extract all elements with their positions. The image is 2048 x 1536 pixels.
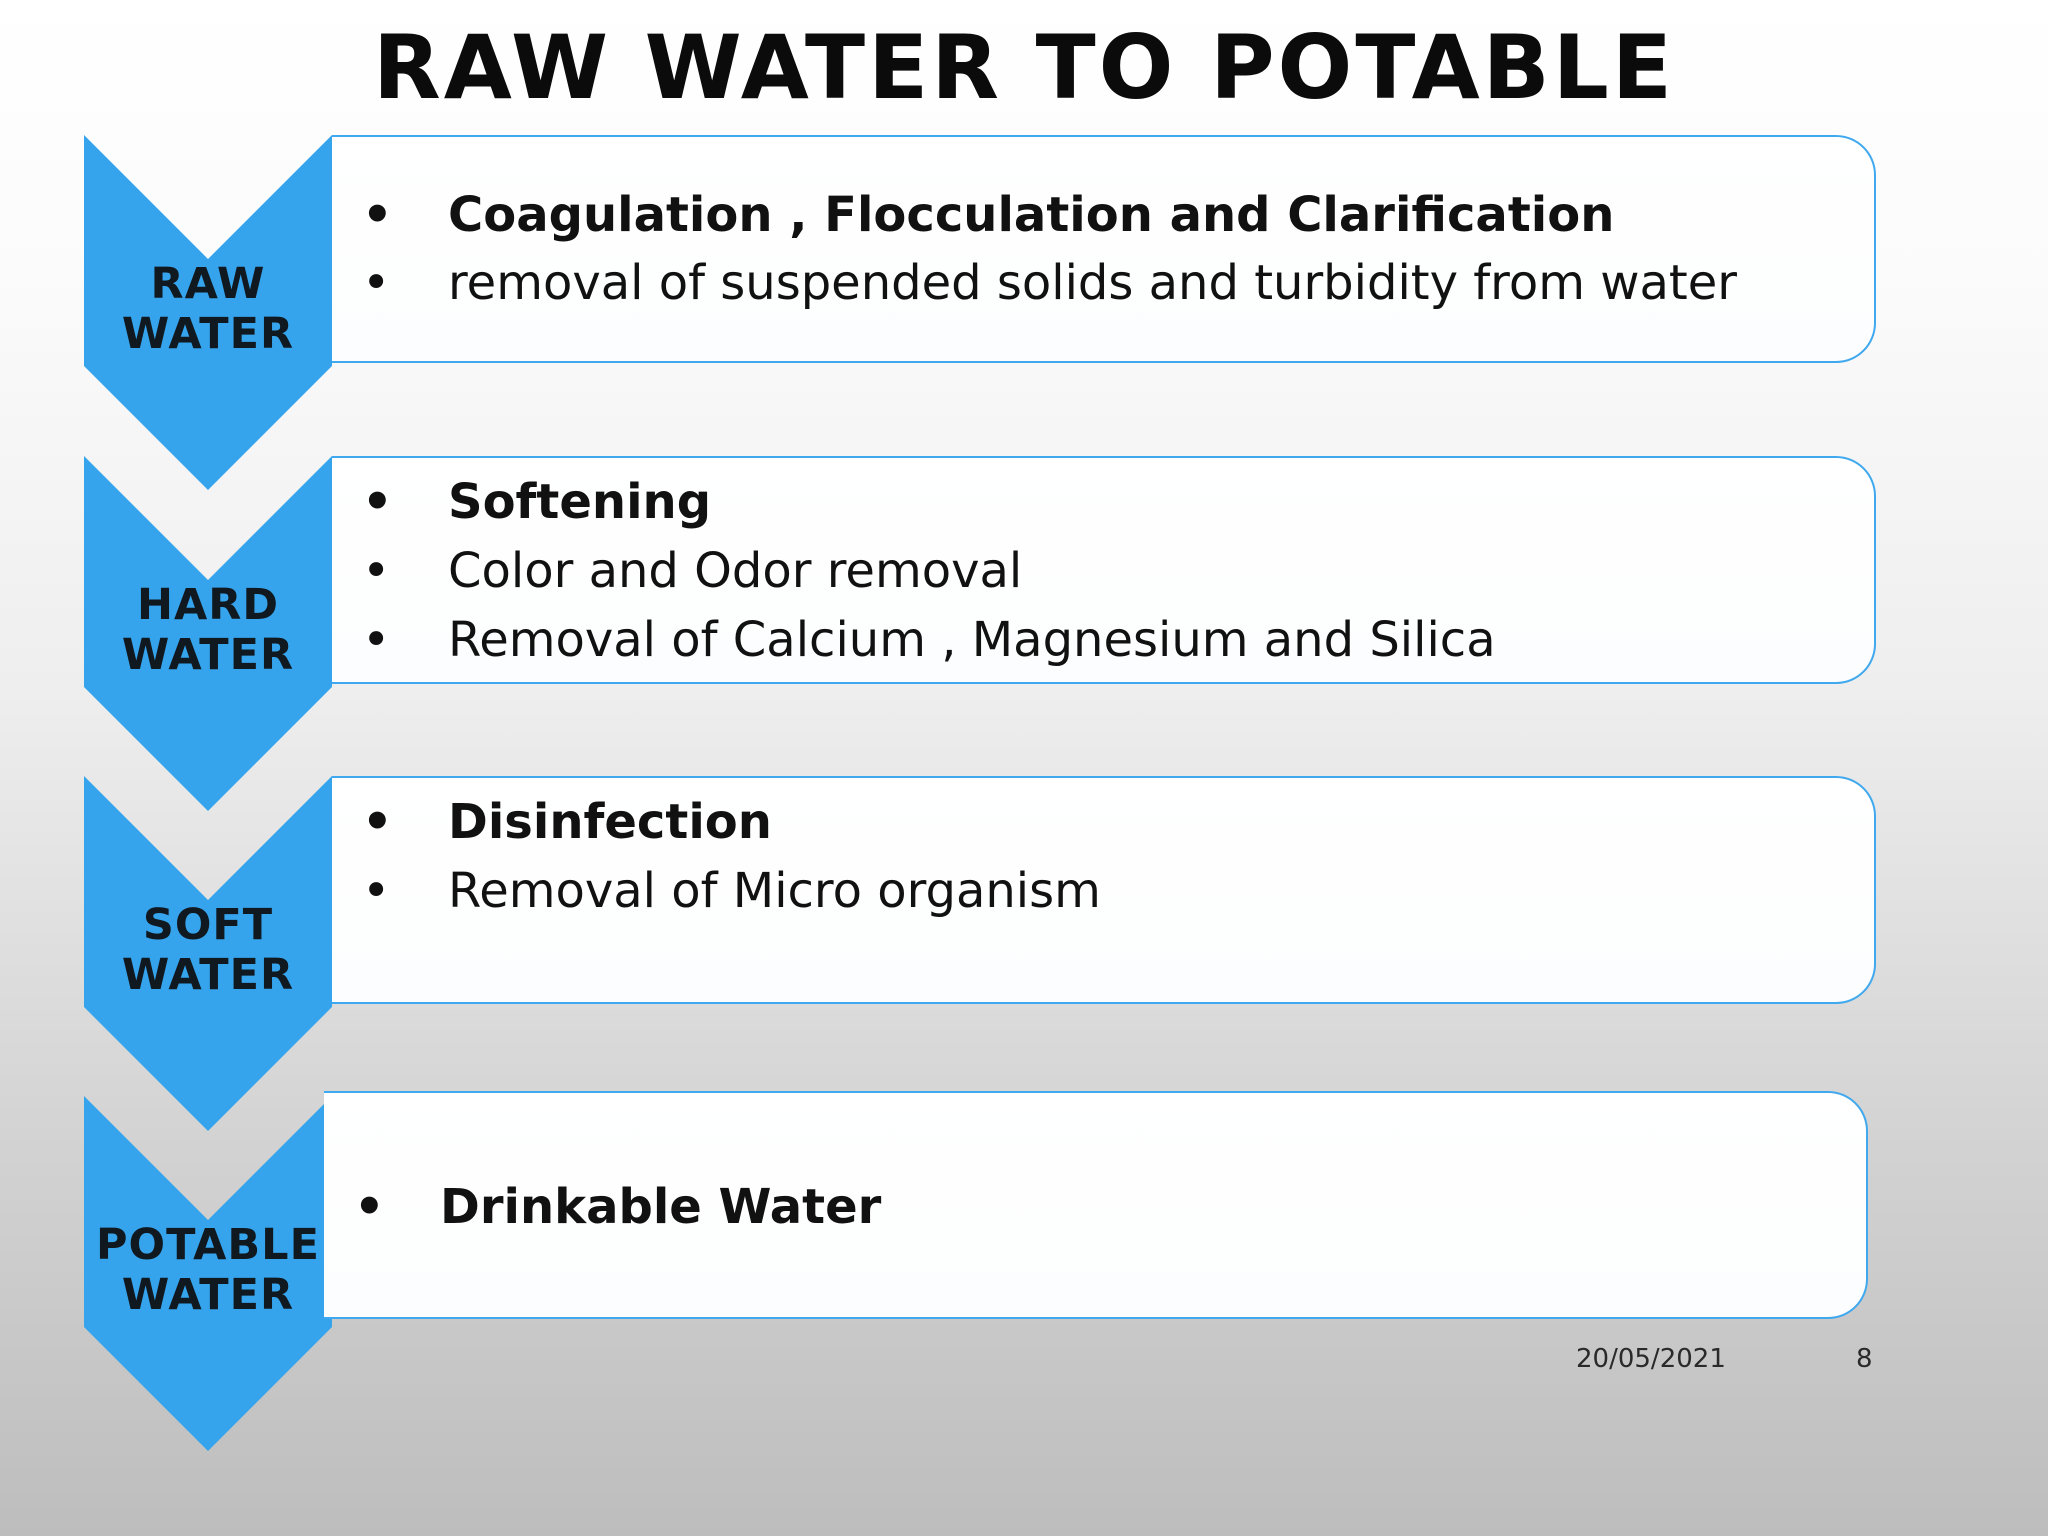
step-label-line2: WATER xyxy=(121,950,295,1000)
slide-title: RAW WATER TO POTABLE xyxy=(373,16,1675,119)
bullet-item: • Color and Odor removal xyxy=(362,537,1854,606)
step-label-line2: WATER xyxy=(121,1270,295,1320)
slide-date: 20/05/2021 xyxy=(1576,1344,1726,1374)
step-label-line2: WATER xyxy=(121,309,295,359)
step-label xyxy=(84,1220,332,1320)
bullet-list xyxy=(354,1173,1846,1241)
step-detail-box xyxy=(332,776,1876,1004)
bullet-item: • Softening xyxy=(362,468,1854,537)
step-label xyxy=(84,259,332,359)
chevron-hard-water xyxy=(84,456,332,811)
bullet-item: • Drinkable Water xyxy=(354,1173,1846,1241)
step-label-line1: SOFT xyxy=(142,900,274,950)
bullet-item: • Disinfection xyxy=(362,788,1854,857)
step-label-line2: WATER xyxy=(121,630,295,680)
bullet-item: • removal of suspended solids and turbidity from water xyxy=(362,249,1854,317)
chevron-soft-water xyxy=(84,776,332,1131)
step-detail-box xyxy=(332,135,1876,363)
bullet-list xyxy=(362,181,1854,317)
step-label-line1: RAW xyxy=(150,259,266,309)
bullet-item: • Removal of Calcium , Magnesium and Silica xyxy=(362,606,1854,675)
step-detail-box xyxy=(332,456,1876,684)
step-label-line1: POTABLE xyxy=(96,1220,320,1270)
step-label xyxy=(84,900,332,1000)
bullet-item: • Coagulation , Flocculation and Clarification xyxy=(362,181,1854,249)
bullet-item: • Removal of Micro organism xyxy=(362,857,1854,926)
bullet-list xyxy=(362,788,1854,926)
step-detail-box xyxy=(324,1091,1868,1319)
step-label-line1: HARD xyxy=(136,580,280,630)
slide-page-number: 8 xyxy=(1856,1344,1873,1374)
bullet-list xyxy=(362,468,1854,675)
step-label xyxy=(84,580,332,680)
chevron-raw-water xyxy=(84,135,332,490)
chevron-potable-water xyxy=(84,1096,332,1451)
